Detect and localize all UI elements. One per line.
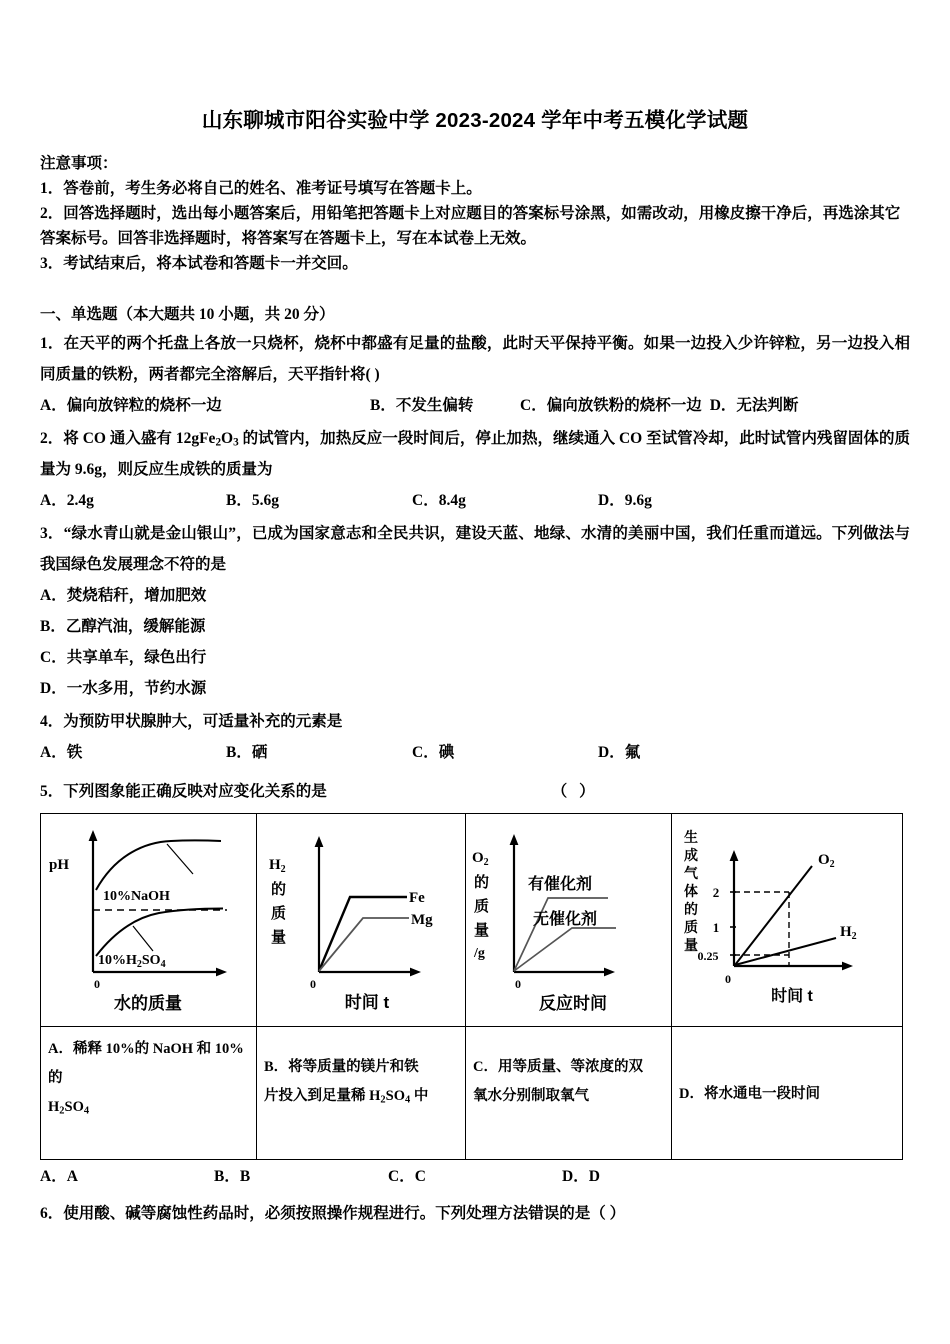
question-5-final-option-a[interactable]: A．A [40,1168,78,1186]
option-a-line1: A．稀释 10%的 NaOH 和 10% [48,1041,244,1058]
chart-d-series-h2-label: $H_2$ [840,924,857,943]
chart-b-ylabel-h2: $H_2$ [269,857,286,876]
question-1-option-c[interactable]: C．偏向放铁粉的烧杯一边 [520,397,702,415]
question-1-number: 1． [40,335,64,353]
chart-d-ylabel-c5: 的 [684,901,698,918]
figure-options-table [40,813,903,1160]
option-d-line1: D．将水通电一段时间 [679,1085,820,1102]
chart-d-ylabel-c2: 成 [684,847,698,864]
question-6-number: 6． [40,1204,64,1222]
table-row-descriptions [41,1027,903,1160]
question-6-stem [40,1198,910,1229]
option-b-description[interactable] [257,1027,466,1160]
chart-d-ylabel-c4: 体 [684,883,698,900]
question-5-text: 下列图象能正确反映对应变化关系的是 [63,783,327,801]
question-5-answer-blank[interactable]: （ ） [551,783,599,801]
question-2-stem [40,423,910,485]
chart-d-series-o2-label: $O_2$ [818,852,835,871]
chart-c-ylabel-zhi: 质 [474,898,490,916]
chart-d-origin: 0 [725,972,731,987]
option-a-line3: $H_2SO_4$ [48,1099,90,1117]
chart-c-series-catalyst-label: 有催化剂 [528,876,593,894]
chart-b-origin: 0 [310,977,316,992]
chart-a-xlabel: 水的质量 [114,994,182,1014]
question-2-text-part2: O [221,430,234,448]
question-4-number: 4． [40,713,64,731]
chart-a-ylabel: pH [49,857,70,874]
question-1-option-d[interactable]: D．无法判断 [709,397,799,415]
option-c-description[interactable] [466,1027,672,1160]
chart-b-xlabel: 时间 t [344,993,390,1013]
chart-c-xlabel: 反应时间 [539,994,607,1014]
chart-d-ytick-1: 1 [712,920,720,936]
question-3-option-d[interactable]: D．一水多用，节约水源 [40,680,207,698]
chart-d-ylabel-c6: 质 [684,919,698,936]
section-heading: 一、单选题（本大题共 10 小题，共 20 分） [40,306,335,324]
option-b-line2: 片投入到足量稀 $H_2SO_4$ 中 [264,1088,429,1106]
option-a-line2: 的 [48,1070,63,1087]
chart-c-series-nocatalyst-label: 无催化剂 [533,911,598,929]
question-5-final-options [40,1162,910,1191]
chart-c-origin: 0 [515,977,521,992]
chart-cell-a [41,814,257,1027]
notice-item-3: 3．考试结束后，将本试卷和答题卡一并交回。 [40,255,358,273]
question-2-number: 2． [40,430,64,448]
question-1-text: 在天平的两个托盘上各放一只烧杯，烧杯中都盛有足量的盐酸，此时天平保持平衡。如果一边投入少许锌粒，另一边投入相同质量的铁粉，两者都完全溶解后，天平指针将( ) [40,335,910,384]
question-5-final-option-c[interactable]: C．C [388,1168,426,1186]
question-1-options [40,390,910,421]
chart-d-ylabel-c3: 气 [684,865,698,882]
question-3-option-b[interactable]: B．乙醇汽油，缓解能源 [40,618,206,636]
notice-heading: 注意事项： [40,154,118,172]
chart-d-xlabel: 时间 t [771,988,813,1006]
chart-c-ylabel-de: 的 [474,874,490,892]
chart-d-ylabel-c1: 生 [684,829,698,846]
chart-a [41,814,256,1026]
question-3-stem [40,518,910,580]
notice-item-2: 2．回答选择题时，选出每小题答案后，用铅笔把答题卡上对应题目的答案标号涂黑，如需改动，用橡皮擦干净后，再选涂其它答案标号。回答非选择题时，将答案写在答题卡上，写在本试卷上无效。 [40,204,901,247]
table-row-charts [41,814,903,1027]
chart-b [257,814,465,1026]
question-1-option-b[interactable]: B．不发生偏转 [370,397,474,415]
notice-block [40,151,910,277]
question-2-option-d[interactable]: D．9.6g [598,492,652,510]
question-2-option-a[interactable]: A．2.4g [40,492,94,510]
question-5-final-option-b[interactable]: B．B [214,1168,251,1186]
chart-a-series-naoh-label: 10%NaOH [103,889,170,905]
chart-a-svg [41,814,256,1026]
chart-c-ylabel-o2: $O_2$ [472,850,489,869]
chart-cell-d [672,814,903,1027]
chart-c-ylabel-liang: 量 [474,922,490,940]
page-title: 山东聊城市阳谷实验中学 2023-2024 学年中考五模化学试题 [201,109,749,132]
option-d-description[interactable] [672,1027,903,1160]
question-4-text: 为预防甲状腺肿大，可适量补充的元素是 [63,713,343,731]
question-2-options [40,485,910,516]
chart-d-ytick-025: 0.25 [697,949,719,964]
chart-b-ylabel-zhi: 质 [271,905,287,923]
question-6-text: 使用酸、碱等腐蚀性药品时，必须按照操作规程进行。下列处理方法错误的是（ ） [63,1204,626,1222]
question-3-option-c[interactable]: C．共享单车，绿色出行 [40,649,207,667]
question-2-text-part3: 的试管内，加热反应一段时间后，停止加热，继续通入 CO 至试管冷却，此时试管内残留固体的质量为 9.6g，则反应生成铁的质量为 [40,430,910,479]
chart-b-ylabel-liang: 量 [271,929,287,947]
question-2-sub2: 3 [233,436,239,449]
chart-c-svg [466,814,671,1026]
question-1-stem [40,328,910,390]
question-4-option-b[interactable]: B．硒 [226,744,268,762]
question-2-option-b[interactable]: B．5.6g [226,492,279,510]
chart-a-origin: 0 [94,977,100,992]
question-4-option-d[interactable]: D．氟 [598,744,641,762]
chart-a-series-h2so4-label: $10\%H_2SO_4$ [98,953,166,971]
option-c-line1: C．用等质量、等浓度的双 [473,1059,643,1076]
question-4-stem [40,706,910,737]
question-5-stem [40,780,910,805]
question-4-options [40,737,910,768]
question-5-final-option-d[interactable]: D．D [562,1168,600,1186]
chart-b-svg [257,814,465,1026]
question-3-text: “绿水青山就是金山银山”，已成为国家意志和全民共识，建设天蓝、地绿、水清的美丽中国，我们任重而道远。下列做法与我国绿色发展理念不符的是 [40,525,910,574]
question-4-option-c[interactable]: C．碘 [412,744,455,762]
question-4-option-a[interactable]: A．铁 [40,744,83,762]
option-c-line2: 氧水分别制取氧气 [473,1088,589,1105]
chart-b-ylabel-de: 的 [271,881,287,899]
option-b-line1: B．将等质量的镁片和铁 [264,1059,419,1076]
chart-b-series-mg-label: Mg [411,912,433,929]
page-content [40,0,910,1229]
chart-cell-b [257,814,466,1027]
chart-cell-c [466,814,672,1027]
chart-c-ylabel-unit: /g [474,946,485,962]
chart-d-ytick-2: 2 [712,885,720,901]
question-2-sub1: 2 [215,436,222,449]
question-2-text-part1: 将 CO 通入盛有 12gFe [63,430,216,448]
option-a-description[interactable] [41,1027,257,1160]
question-1-option-a[interactable]: A．偏向放锌粒的烧杯一边 [40,397,222,415]
question-5-number: 5． [40,783,64,801]
question-3-option-a[interactable]: A．焚烧秸秆，增加肥效 [40,587,207,605]
chart-b-series-fe-label: Fe [409,890,425,907]
question-2-option-c[interactable]: C．8.4g [412,492,466,510]
chart-d-svg [672,814,902,1026]
chart-d [672,814,902,1026]
chart-c [466,814,671,1026]
question-3-number: 3． [40,525,64,543]
notice-item-1: 1．答卷前，考生务必将自己的姓名、准考证号填写在答题卡上。 [40,179,482,197]
chart-d-ylabel-c7: 量 [684,937,698,954]
